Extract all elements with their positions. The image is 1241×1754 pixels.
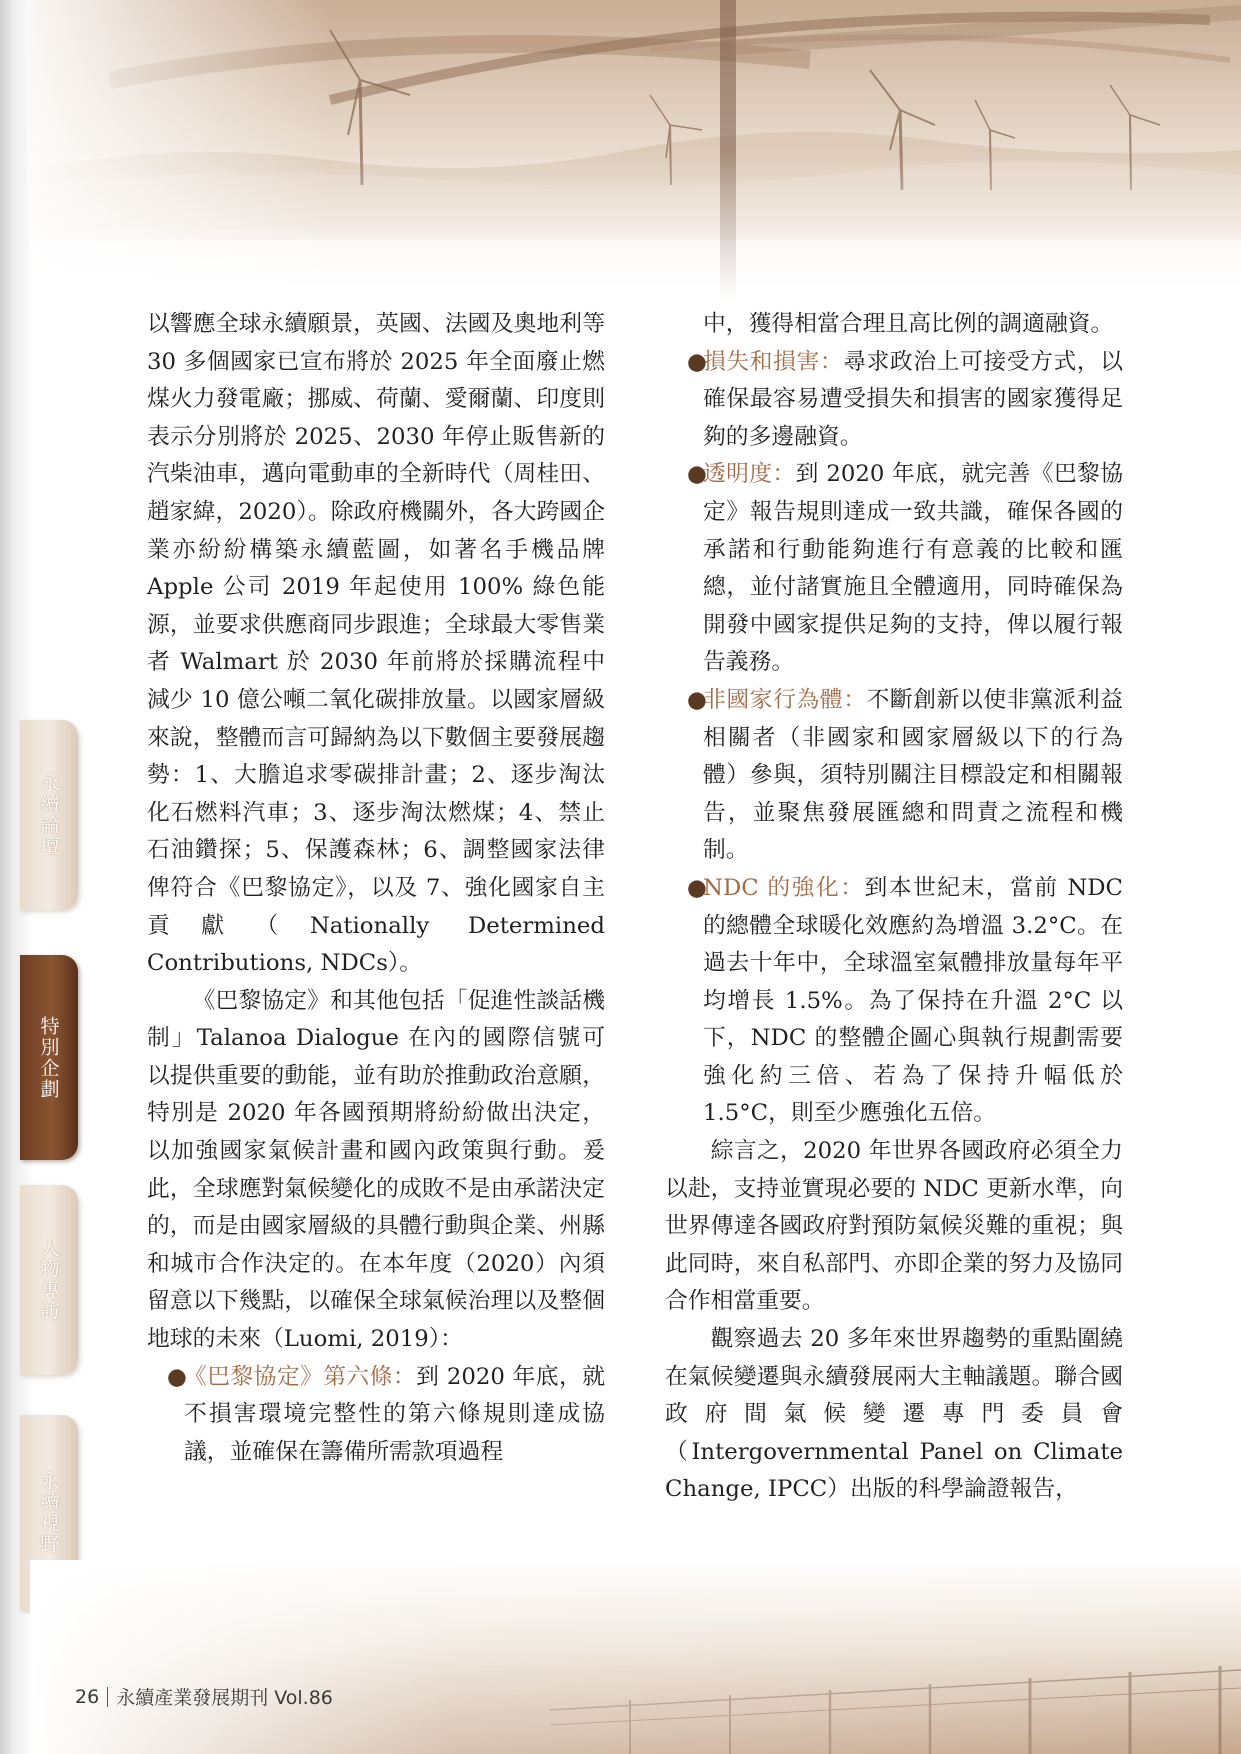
list-item-loss-and-damage (665, 344, 1123, 457)
list-item-transparency (665, 456, 1123, 682)
bullet-text: 到 2020 年底，就不損害環境完整性的第六條規則達成協議，並確保在籌備所需款項過程 (184, 1363, 606, 1465)
page-number: 26 (75, 1685, 100, 1708)
bullet-text: 到本世紀末，當前 NDC 的總體全球暖化效應約為增溫 3.2°C。在過去十年中，全球溫室氣體排放量每年平均增長 1.5%。為了保持在升溫 2°C 以下，NDC 的整體企圖心與執行規劃需要強化約三倍、若為了保持升幅低於 1.5°C，則至少應強化五倍。 (703, 874, 1123, 1127)
bullet-keyword: NDC 的強化： (703, 874, 865, 901)
bullet-text: 尋求政治上可接受方式，以確保最容易遭受損失和損害的國家獲得足夠的多邊融資。 (703, 348, 1124, 450)
bullet-keyword: 《巴黎協定》第六條： (184, 1363, 417, 1390)
bullet-text: 到 2020 年底，就完善《巴黎協定》報告規則達成一致共識，確保各國的承諾和行動能夠進行有意義的比較和匯總，並付諸實施且全體適用，同時確保為開發中國家提供足夠的支持，俾以履行報告義務。 (703, 461, 1124, 676)
tab-label: 永續論壇 (37, 773, 60, 857)
bullet-text: 不斷創新以使非黨派利益相關者（非國家和國家層級以下的行為體）參與，須特別關注目標設定和相關報告，並聚焦發展匯總和問責之流程和機制。 (703, 686, 1124, 864)
journal-title: 永續產業發展期刊 Vol.86 (116, 1687, 333, 1709)
wind-turbine-banner (30, 0, 1241, 300)
bullet-dot-icon: ● (687, 686, 707, 713)
bullet-dot-icon: ● (167, 1363, 187, 1390)
field-fence-footer-art (30, 1560, 1241, 1754)
left-column (147, 306, 605, 1471)
tab-label: 特別企劃 (37, 1015, 60, 1100)
right-column (665, 306, 1123, 1509)
tab-interview[interactable] (20, 1185, 78, 1375)
bullet-keyword: 透明度： (703, 461, 796, 488)
bullet-continuation: 中，獲得相當合理且高比例的調適融資。 (703, 311, 1114, 337)
right-paragraph-1: 綜言之，2020 年世界各國政府必須全力以赴，支持並實現必要的 NDC 更新水準，向世界傳達各國政府對預防氣候災難的重視；與此同時，來自私部門、亦即企業的努力及協同合作相當重要。 (665, 1138, 1123, 1315)
folio-divider (107, 1687, 108, 1707)
bullet-dot-icon: ● (687, 874, 707, 901)
bullet-dot-icon: ● (687, 348, 707, 375)
list-item-paris-article-6 (147, 1359, 605, 1472)
page-folio (75, 1683, 333, 1710)
tab-label: 永續視野 (37, 1470, 60, 1555)
tab-special-feature[interactable] (20, 955, 78, 1160)
right-paragraph-2: 觀察過去 20 多年來世界趨勢的重點圍繞在氣候變遷與永續發展兩大主軸議題。聯合國政府間氣候變遷專門委員會（Intergovernmental Panel on Climate Change, IPCC）出版的科學論證報告， (665, 1326, 1123, 1503)
left-paragraph-1: 以響應全球永續願景，英國、法國及奧地利等 30 多個國家已宣布將於 2025 年全面廢止燃煤火力發電廠；挪威、荷蘭、愛爾蘭、印度則表示分別將於 2025、2030 年停止販售新的汽柴油車，邁向電動車的全新時代（周桂田、趙家緯，2020）。除政府機關外，各大跨國企業亦紛紛構築永續藍圖，如著名手機品牌 Apple 公司 2019 年起使用 100% 綠色能源，並要求供應商同步跟進；全球最大零售業者 Walmart 於 2030 年前將於採購流程中減少 10 億公噸二氧化碳排放量。以國家層級來說，整體而言可歸納為以下數個主要發展趨勢：1、大膽追求零碳排計畫；2、逐步淘汰化石燃料汽車；3、逐步淘汰燃煤；4、禁止石油鑽探；5、保護森林；6、調整國家法律俾符合《巴黎協定》，以及 7、強化國家自主貢獻（Nationally Determined Contributions, NDCs）。 (147, 311, 605, 977)
tab-label: 人物專訪 (37, 1238, 60, 1322)
left-paragraph-2: 《巴黎協定》和其他包括「促進性談話機制」Talanoa Dialogue 在內的國際信號可以提供重要的動能，並有助於推動政治意願，特別是 2020 年各國預期將紛紛做出決定，以加強國家氣候計畫和國內政策與行動。爰此，全球應對氣候變化的成敗不是由承諾決定的，而是由國家層級的具體行動與企業、州縣和城市合作決定的。在本年度（2020）內須留意以下幾點，以確保全球氣候治理以及整個地球的未來（Luomi, 2019）： (147, 987, 605, 1353)
bullet-dot-icon: ● (687, 461, 707, 488)
list-item-non-state-actors (665, 682, 1123, 870)
bullet-keyword: 非國家行為體： (703, 686, 867, 713)
tab-sustainability-forum[interactable] (20, 720, 78, 910)
bullet-keyword: 損失和損害： (703, 348, 844, 375)
list-item-ndc-strengthening (665, 870, 1123, 1133)
